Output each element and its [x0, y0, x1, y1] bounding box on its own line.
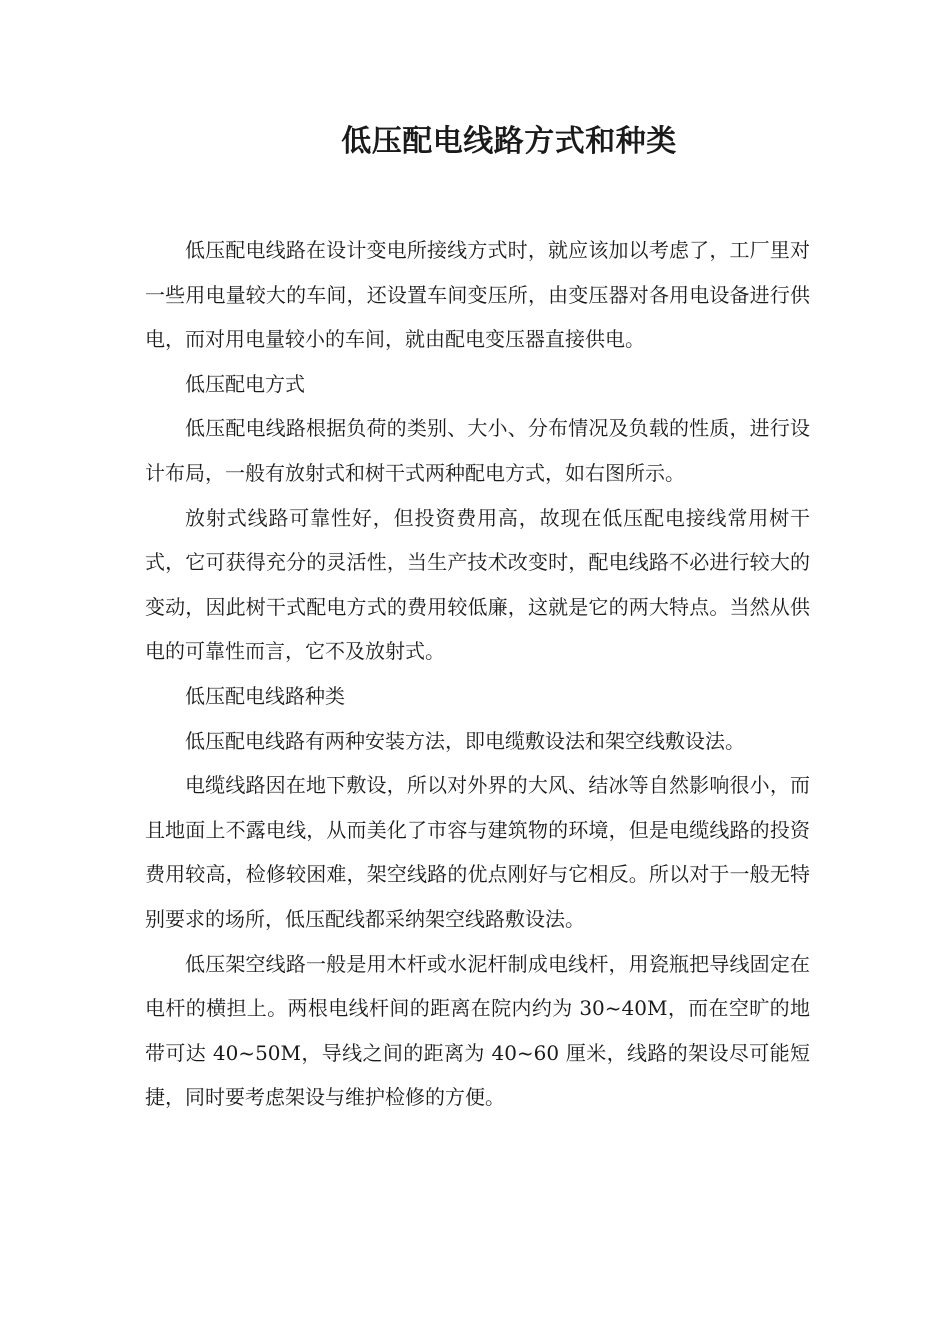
document-body: [145, 228, 810, 1120]
paragraph-radial-vs-trunk: 放射式线路可靠性好，但投资费用高，故现在低压配电接线常用树干式，它可获得充分的灵活性，当生产技术改变时，配电线路不必进行较大的变动，因此树干式配电方式的费用较低廉，这就是它的两大特点。当然从供电的可靠性而言，它不及放射式。: [145, 505, 810, 664]
document-title: 低压配电线路方式和种类: [341, 124, 677, 159]
section-heading-line-types: 低压配电线路种类: [185, 683, 345, 708]
paragraph-installation-methods: 低压配电线路有两种安装方法，即电缆敷设法和架空线敷设法。: [185, 728, 745, 753]
paragraph-distribution-layout: 低压配电线路根据负荷的类别、大小、分布情况及负载的性质，进行设计布局，一般有放射式和树干式两种配电方式，如右图所示。: [145, 416, 810, 485]
paragraph-intro: 低压配电线路在设计变电所接线方式时，就应该加以考虑了，工厂里对一些用电量较大的车间，还设置车间变压所，由变压器对各用电设备进行供电，而对用电量较小的车间，就由配电变压器直接供电。: [145, 238, 810, 352]
paragraph-cable-lines: 电缆线路因在地下敷设，所以对外界的大风、结冰等自然影响很小，而且地面上不露电线，从而美化了市容与建筑物的环境，但是电缆线路的投资费用较高，检修较困难，架空线路的优点刚好与它相反。所以对于一般无特别要求的场所，低压配线都采纳架空线路敷设法。: [145, 773, 810, 931]
section-heading-distribution-method: 低压配电方式: [185, 371, 305, 396]
paragraph-overhead-lines: 低压架空线路一般是用木杆或水泥杆制成电线杆，用瓷瓶把导线固定在电杆的横担上。两根电线杆间的距离在院内约为 30~40M，而在空旷的地带可达 40~50M，导线之间的距离为 40~60 厘米，线路的架设尽可能短捷，同时要考虑架设与维护检修的方便。: [145, 951, 810, 1110]
